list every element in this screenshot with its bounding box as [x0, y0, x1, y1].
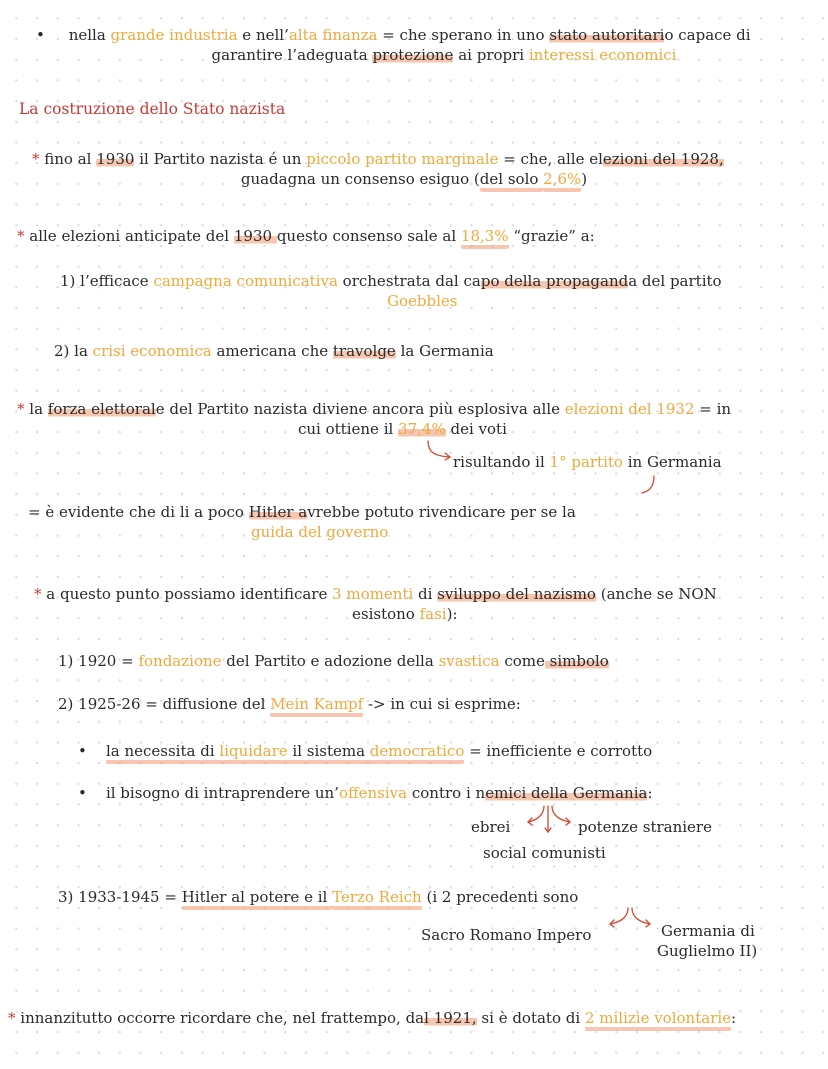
keyword-orange: liquidare	[219, 742, 288, 760]
highlight: ezioni del 1928,	[602, 150, 724, 168]
highlight: po della propagand	[480, 272, 629, 290]
keyword-orange: svastica	[438, 652, 500, 670]
line-consensus: guadagna un consenso esiguo (del solo 2,6%)	[0, 169, 828, 189]
line-liquidate: • la necessita di liquidare il sistema democratico = inefficiente e corrotto	[78, 741, 652, 761]
asterisk: *	[17, 400, 25, 418]
highlight: sviluppo del nazismo	[437, 585, 596, 603]
keyword-orange: democratico	[369, 742, 465, 760]
name-goebbles: Goebbles	[387, 292, 458, 310]
bullet: •	[78, 784, 87, 802]
line-economic-crisis: 2) la crisi economica americana che travolge la Germania	[54, 342, 494, 360]
asterisk: *	[32, 150, 40, 168]
highlight: travolge	[332, 342, 396, 360]
keyword-orange: campagna comunicativa	[153, 272, 338, 290]
keyword-orange: offensiva	[338, 784, 408, 802]
asterisk: *	[34, 585, 42, 603]
line-industry: • nella grande industria e nell’alta finanza = che sperano in uno stato autoritario capace di	[36, 26, 751, 44]
germany-of: Germania di	[661, 922, 755, 940]
branch-arrows-icon	[514, 804, 578, 836]
highlight: l 1921,	[424, 1009, 477, 1027]
highlight: forza elettoral	[47, 400, 156, 418]
line-electoral-force: * la forza elettorale del Partito nazista diviene ancora più esplosiva alle elezioni del 1932 = in	[17, 400, 732, 418]
highlight: 1930	[233, 227, 277, 245]
line-1920: 1) 1920 = fondazione del Partito e adozione della svastica come simbolo	[58, 652, 609, 670]
line-votes: cui ottiene il 37,4% dei voti	[298, 420, 507, 438]
keyword-orange: fasi	[419, 605, 447, 623]
highlight: Hitler a	[248, 503, 308, 521]
keyword-orange: Terzo Reich	[332, 888, 422, 910]
arrow-icon	[640, 474, 658, 496]
keyword-orange: 18,3%	[461, 227, 509, 249]
keyword-orange: 1° partito	[549, 453, 623, 471]
line-protection: garantire l’adeguata protezione ai propri interessi economici	[211, 46, 677, 64]
section-heading: La costruzione dello Stato nazista	[19, 100, 286, 118]
keyword-orange: alta finanza	[288, 26, 378, 44]
line-early-elections: * alle elezioni anticipate del 1930 questo consenso sale al 18,3% “grazie” a:	[17, 226, 595, 246]
asterisk: *	[8, 1009, 16, 1027]
highlight: stato autoritari	[549, 26, 665, 44]
enemy-social-communists: social comunisti	[483, 844, 606, 862]
enemy-jews: ebrei	[471, 818, 511, 836]
keyword-orange: 3 momenti	[332, 585, 414, 603]
line-phases: esistono fasi):	[352, 605, 458, 623]
keyword-orange: elezioni del 1932	[564, 400, 695, 418]
keyword-orange: crisi economica	[92, 342, 212, 360]
highlight: protezione	[372, 46, 454, 64]
holy-roman-empire: Sacro Romano Impero	[421, 926, 592, 944]
line-three-moments: * a questo punto possiamo identificare 3 momenti di sviluppo del nazismo (anche se NON	[34, 585, 717, 603]
keyword-orange: 2,6%	[543, 170, 581, 192]
underline-group: la necessita di liquidare il sistema democratico	[106, 742, 464, 764]
bullet: •	[36, 26, 45, 44]
wilhelm-ii: Guglielmo II)	[657, 942, 758, 960]
keyword-government: guida del governo	[251, 523, 389, 541]
underline: Hitler al potere e il	[182, 888, 332, 910]
highlight: emici della Germania	[485, 784, 648, 802]
line-hitler-claim: = è evidente che di li a poco Hitler avrebbe potuto rivendicare per se la	[28, 503, 576, 521]
line-campaign: 1) l’efficace campagna comunicativa orchestrata dal capo della propaganda del partito	[60, 272, 722, 290]
highlight: 1930	[96, 150, 135, 168]
keyword-orange: piccolo partito marginale	[306, 150, 499, 168]
asterisk: *	[17, 227, 25, 245]
keyword-orange: grande industria	[110, 26, 238, 44]
line-offensive: • il bisogno di intraprendere un’offensiva contro i nemici della Germania:	[78, 784, 653, 802]
bullet: •	[78, 742, 87, 760]
line-1930-marginal: * fino al 1930 il Partito nazista é un piccolo partito marginale = che, alle elezioni del 1928,	[32, 150, 724, 168]
keyword-orange: fondazione	[138, 652, 222, 670]
highlight: simbolo	[544, 652, 609, 670]
keyword-orange: interessi economici	[528, 46, 677, 64]
underline: del solo	[480, 170, 543, 192]
keyword-orange: 2 milizie volontarie	[585, 1009, 731, 1031]
line-mein-kampf: 2) 1925-26 = diffusione del Mein Kampf -> in cui si esprime:	[58, 694, 521, 714]
line-third-reich: 3) 1933-1945 = Hitler al potere e il Terzo Reich (i 2 precedenti sono	[58, 887, 578, 907]
keyword-orange: 37,4%	[398, 420, 446, 438]
line-first-party: risultando il 1° partito in Germania	[453, 453, 722, 471]
enemy-foreign-powers: potenze straniere	[578, 818, 712, 836]
keyword-orange: Mein Kampf	[270, 695, 363, 717]
branch-arrows-icon	[604, 906, 656, 934]
arrow-icon	[426, 440, 454, 464]
line-militias: * innanzitutto occorre ricordare che, nel frattempo, dal 1921, si è dotato di 2 milizie volontarie:	[8, 1008, 736, 1028]
